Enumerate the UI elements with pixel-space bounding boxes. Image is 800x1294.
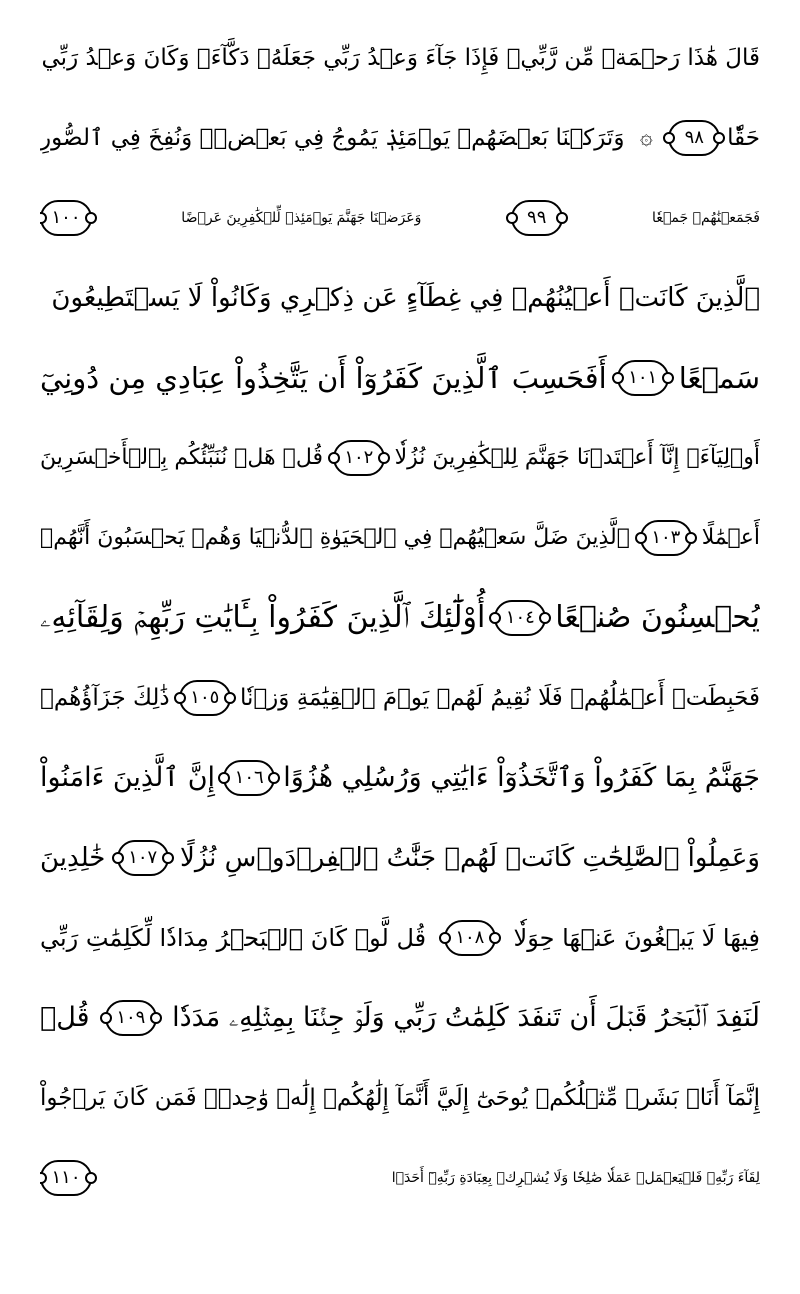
text-line bbox=[40, 258, 760, 338]
verse-text: أَوۡلِيَآءَۚ إِنَّآ أَعۡتَدۡنَا جَهَنَّمَ لِلۡكَٰفِرِينَ نُزُلٗا bbox=[394, 445, 760, 470]
text-line bbox=[40, 978, 760, 1058]
text-lines bbox=[40, 18, 760, 1218]
verse-text: إِنَّمَآ أَنَا۠ بَشَرٞ مِّثۡلُكُمۡ يُوحَىٰٓ إِلَيَّ أَنَّمَآ إِلَٰهُكُمۡ إِلَٰهٞ وَٰحِدٞۖ فَمَن كَانَ يَرۡجُواْ bbox=[40, 1085, 760, 1111]
verse-text: ٱلَّذِينَ كَانَتۡ أَعۡيُنُهُمۡ فِي غِطَآءٍ عَن ذِكۡرِي وَكَانُواْ لَا يَسۡتَطِيعُونَ bbox=[51, 283, 760, 313]
verse-text: ذَٰلِكَ جَزَآؤُهُمۡ bbox=[40, 685, 170, 711]
text-line bbox=[40, 98, 760, 178]
verse-text: ٱلَّذِينَ ضَلَّ سَعۡيُهُمۡ فِي ٱلۡحَيَوٰةِ ٱلدُّنۡيَا وَهُمۡ يَحۡسَبُونَ أَنَّهُمۡ bbox=[40, 525, 630, 550]
verse-text: فَحَبِطَتۡ أَعۡمَٰلُهُمۡ فَلَا نُقِيمُ لَهُمۡ يَوۡمَ ٱلۡقِيَٰمَةِ وَزۡنٗا bbox=[239, 685, 760, 711]
text-line bbox=[40, 818, 760, 898]
ayah-number-marker: ١٠٦ bbox=[223, 760, 275, 796]
text-line bbox=[40, 578, 760, 658]
ayah-number-marker: ١٠٠ bbox=[40, 200, 92, 236]
ayah-number-marker: ١٠٩ bbox=[105, 1000, 157, 1036]
ayah-number-marker: ١٠٢ bbox=[333, 440, 385, 476]
ayah-number-marker: ٩٨ bbox=[668, 120, 720, 156]
ayah-number-marker: ١١٠ bbox=[40, 1160, 92, 1196]
verse-text: قُل لَّوۡ كَانَ ٱلۡبَحۡرُ مِدَادٗا لِّكَلِمَٰتِ رَبِّي bbox=[40, 924, 427, 952]
text-line bbox=[40, 178, 760, 258]
verse-text: سَمۡعًا bbox=[678, 361, 760, 395]
verse-text: فَجَمَعۡنَٰهُمۡ جَمۡعٗا bbox=[652, 210, 760, 226]
verse-text: إِنَّ ٱلَّذِينَ ءَامَنُواْ bbox=[40, 762, 216, 793]
section-mark-icon: ۞ bbox=[639, 125, 653, 150]
verse-text: أَفَحَسِبَ ٱلَّذِينَ كَفَرُوٓاْ أَن يَتَّخِذُواْ عِبَادِي مِن دُونِيٓ bbox=[40, 361, 607, 395]
verse-text: أُوْلَٰٓئِكَ ٱلَّذِينَ كَفَرُواْ بِـَٔايَٰتِ رَبِّهِمۡ وَلِقَآئِهِۦ bbox=[40, 600, 486, 635]
verse-text: حَقّٗا bbox=[727, 125, 760, 151]
verse-text: وَعَمِلُواْ ٱلصَّٰلِحَٰتِ كَانَتۡ لَهُمۡ جَنَّٰتُ ٱلۡفِرۡدَوۡسِ نُزُلًا bbox=[180, 843, 760, 873]
verse-text: لَنَفِدَ ٱلۡبَحۡرُ قَبۡلَ أَن تَنفَدَ كَلِمَٰتُ رَبِّي وَلَوۡ جِئۡنَا بِمِثۡلِهِۦ مَدَدٗا bbox=[172, 1002, 760, 1033]
verse-text: وَعَرَضۡنَا جَهَنَّمَ يَوۡمَئِذٖ لِّلۡكَٰفِرِينَ عَرۡضًا bbox=[181, 210, 422, 226]
verse-text: قَالَ هَٰذَا رَحۡمَةٞ مِّن رَّبِّيۖ فَإِذَا جَآءَ وَعۡدُ رَبِّي جَعَلَهُۥ دَكَّآءَۖ وَكَانَ وَعۡدُ رَبِّي bbox=[41, 45, 760, 71]
verse-text: فِيهَا لَا يَبۡغُونَ عَنۡهَا حِوَلٗا bbox=[513, 924, 760, 952]
text-line bbox=[40, 1138, 760, 1218]
text-line bbox=[40, 898, 760, 978]
text-line bbox=[40, 738, 760, 818]
ayah-number-marker: ٩٩ bbox=[511, 200, 563, 236]
ayah-number-marker: ١٠١ bbox=[617, 360, 669, 396]
ayah-number-marker: ١٠٥ bbox=[179, 680, 231, 716]
verse-text: خَٰلِدِينَ bbox=[40, 843, 106, 873]
verse-text: أَعۡمَٰلًا bbox=[701, 525, 760, 550]
verse-text: قُلۡ هَلۡ نُنَبِّئُكُم بِٱلۡأَخۡسَرِينَ bbox=[40, 445, 324, 470]
text-line bbox=[40, 498, 760, 578]
verse-text: قُلۡ bbox=[40, 1002, 90, 1033]
verse-text: جَهَنَّمُ بِمَا كَفَرُواْ وَٱتَّخَذُوٓاْ ءَايَٰتِي وَرُسُلِي هُزُوًا bbox=[283, 762, 760, 793]
verse-text: وَتَرَكۡنَا بَعۡضَهُمۡ يَوۡمَئِذٖ يَمُوجُ فِي بَعۡضٖۖ وَنُفِخَ فِي ٱلصُّورِ bbox=[40, 125, 625, 151]
text-line bbox=[40, 418, 760, 498]
ayah-number-marker: ١٠٣ bbox=[640, 520, 692, 556]
verse-text: لِقَآءَ رَبِّهِۦ فَلۡيَعۡمَلۡ عَمَلٗا صَٰلِحٗا وَلَا يُشۡرِكۡ بِعِبَادَةِ رَبِّهِۦٓ أَحَدَۢا bbox=[391, 1170, 760, 1186]
text-line bbox=[40, 658, 760, 738]
ayah-number-marker: ١٠٧ bbox=[117, 840, 169, 876]
text-line bbox=[40, 338, 760, 418]
text-line bbox=[40, 1058, 760, 1138]
ayah-number-marker: ١٠٤ bbox=[494, 600, 546, 636]
text-line bbox=[40, 18, 760, 98]
ayah-number-marker: ١٠٨ bbox=[444, 920, 496, 956]
verse-text: يُحۡسِنُونَ صُنۡعًا bbox=[555, 600, 760, 635]
